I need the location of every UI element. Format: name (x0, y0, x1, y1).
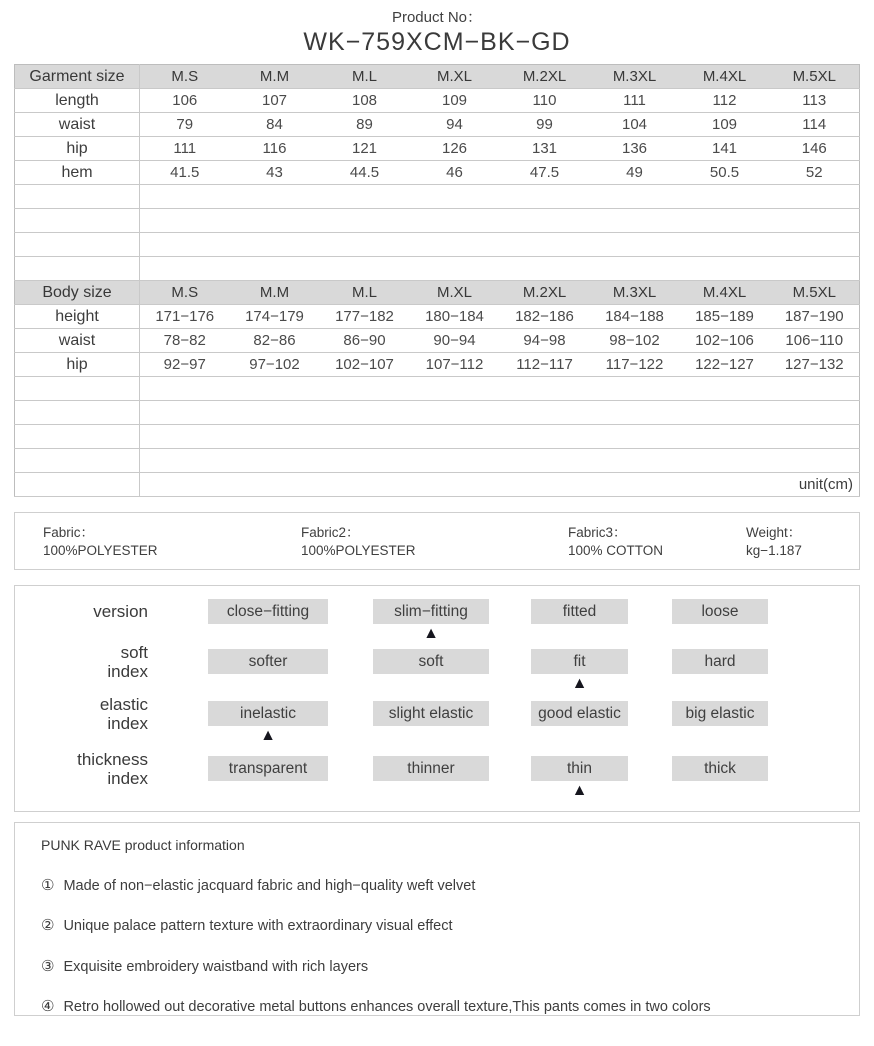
option-button: slight elastic (373, 701, 489, 726)
table-row (15, 353, 860, 377)
fabric-info-panel (14, 512, 860, 570)
size-cell: 98−102 (590, 329, 680, 353)
body-size-title: Body size (15, 281, 140, 305)
size-cell: 89 (320, 113, 410, 137)
size-cell: 84 (230, 113, 320, 137)
size-cell: 127−132 (770, 353, 860, 377)
option-button: soft (373, 649, 489, 674)
size-cell: 126 (410, 137, 500, 161)
item-text: Retro hollowed out decorative metal buttons enhances overall texture,This pants comes in two colors (63, 999, 711, 1015)
item-number: ① (41, 876, 55, 894)
size-column-header: M.XL (410, 281, 500, 305)
size-cell: 184−188 (590, 305, 680, 329)
attribute-label: thickness index (77, 750, 148, 788)
empty-row (15, 257, 860, 281)
empty-cell (140, 401, 860, 425)
size-cell: 102−106 (680, 329, 770, 353)
option-button: loose (672, 599, 768, 624)
size-cell: 50.5 (680, 161, 770, 185)
size-cell: 187−190 (770, 305, 860, 329)
garment-size-title: Garment size (15, 65, 140, 89)
attribute-label: elastic index (99, 695, 148, 733)
size-column-header: M.L (320, 281, 410, 305)
size-cell: 112−117 (500, 353, 590, 377)
size-cell: 97−102 (230, 353, 320, 377)
attribute-label: soft index (107, 643, 148, 681)
table-row (15, 113, 860, 137)
product-info-item (41, 876, 833, 894)
empty-cell (15, 257, 140, 281)
empty-cell (15, 377, 140, 401)
weight-value: kg−1.187 (746, 543, 802, 558)
size-cell: 117−122 (590, 353, 680, 377)
option-button: slim−fitting (373, 599, 489, 624)
option-button: close−fitting (208, 599, 328, 624)
size-cell: 185−189 (680, 305, 770, 329)
product-no-label: Product No： (391, 9, 483, 26)
item-number: ④ (41, 998, 55, 1015)
empty-cell (140, 449, 860, 473)
empty-row (15, 377, 860, 401)
attribute-row-elastic-index (15, 695, 859, 756)
item-number: ② (41, 917, 55, 934)
size-column-header: M.M (230, 65, 320, 89)
row-label: height (15, 305, 140, 329)
option-button: fitted (531, 599, 628, 624)
size-cell: 114 (770, 113, 860, 137)
size-cell: 131 (500, 137, 590, 161)
size-column-header: M.S (140, 65, 230, 89)
item-text: Made of non−elastic jacquard fabric and high−quality weft velvet (63, 877, 476, 894)
table-row (15, 137, 860, 161)
empty-row (15, 233, 860, 257)
row-label: hip (15, 137, 140, 161)
row-label: hem (15, 161, 140, 185)
item-number: ③ (41, 957, 55, 975)
size-table (14, 64, 860, 497)
product-info-panel (14, 822, 860, 1016)
size-cell: 107 (230, 89, 320, 113)
size-cell: 174−179 (230, 305, 320, 329)
option-button: good elastic (531, 701, 628, 726)
option-button: hard (672, 649, 768, 674)
size-cell: 106 (140, 89, 230, 113)
row-label: waist (15, 113, 140, 137)
fabric-item (43, 524, 301, 569)
size-cell: 78−82 (140, 329, 230, 353)
table-row (15, 161, 860, 185)
size-cell: 182−186 (500, 305, 590, 329)
garment-header-row (15, 65, 860, 89)
attribute-label: version (93, 602, 148, 621)
size-cell: 177−182 (320, 305, 410, 329)
weight-label: Weight： (746, 525, 802, 540)
size-column-header: M.2XL (500, 65, 590, 89)
table-row (15, 305, 860, 329)
option-button: inelastic (208, 701, 328, 726)
product-info-item (41, 957, 833, 975)
size-cell: 49 (590, 161, 680, 185)
empty-row (15, 425, 860, 449)
size-cell: 46 (410, 161, 500, 185)
size-cell: 52 (770, 161, 860, 185)
size-column-header: M.3XL (590, 65, 680, 89)
size-cell: 94 (410, 113, 500, 137)
size-cell: 108 (320, 89, 410, 113)
empty-cell (140, 425, 860, 449)
size-cell: 43 (230, 161, 320, 185)
product-no-value: WK−759XCM−BK−GD (303, 28, 571, 56)
empty-cell (15, 449, 140, 473)
fabric-item (568, 524, 746, 569)
empty-cell (15, 401, 140, 425)
fabric-value: 100% COTTON (568, 543, 664, 558)
size-column-header: M.5XL (770, 281, 860, 305)
fabric-label: Fabric3： (568, 525, 627, 540)
size-cell: 111 (590, 89, 680, 113)
fabric-item (301, 524, 568, 569)
option-button: transparent (208, 756, 328, 781)
size-cell: 109 (410, 89, 500, 113)
product-info-title: PUNK RAVE product information (41, 837, 245, 853)
size-column-header: M.2XL (500, 281, 590, 305)
size-cell: 110 (500, 89, 590, 113)
empty-row (15, 209, 860, 233)
empty-cell (15, 209, 140, 233)
table-row (15, 329, 860, 353)
page-header (14, 6, 860, 57)
option-button: softer (208, 649, 328, 674)
size-cell: 86−90 (320, 329, 410, 353)
size-column-header: M.S (140, 281, 230, 305)
fabric-item (746, 524, 802, 569)
size-cell: 111 (140, 137, 230, 161)
size-cell: 171−176 (140, 305, 230, 329)
option-button: big elastic (672, 701, 768, 726)
size-cell: 44.5 (320, 161, 410, 185)
size-cell: 82−86 (230, 329, 320, 353)
fabric-label: Fabric： (43, 525, 95, 540)
size-cell: 92−97 (140, 353, 230, 377)
empty-row (15, 449, 860, 473)
empty-cell (140, 209, 860, 233)
empty-cell (15, 185, 140, 209)
fabric-label: Fabric2： (301, 525, 360, 540)
empty-cell (15, 233, 140, 257)
size-cell: 99 (500, 113, 590, 137)
empty-cell (140, 233, 860, 257)
item-text: Exquisite embroidery waistband with rich layers (63, 958, 369, 975)
empty-row (15, 401, 860, 425)
table-row (15, 89, 860, 113)
size-column-header: M.XL (410, 65, 500, 89)
selected-marker-icon: ▲ (571, 782, 588, 799)
row-label: hip (15, 353, 140, 377)
empty-cell (140, 257, 860, 281)
size-cell: 109 (680, 113, 770, 137)
product-info-item (41, 916, 833, 934)
option-button: thinner (373, 756, 489, 781)
option-button: thin (531, 756, 628, 781)
attribute-row-thickness-index (15, 750, 859, 806)
size-cell: 94−98 (500, 329, 590, 353)
selected-marker-icon: ▲ (260, 727, 276, 744)
size-cell: 90−94 (410, 329, 500, 353)
size-column-header: M.L (320, 65, 410, 89)
fabric-value: 100%POLYESTER (43, 543, 158, 558)
size-column-header: M.M (230, 281, 320, 305)
size-cell: 180−184 (410, 305, 500, 329)
size-cell: 122−127 (680, 353, 770, 377)
size-cell: 136 (590, 137, 680, 161)
size-cell: 121 (320, 137, 410, 161)
size-cell: 47.5 (500, 161, 590, 185)
size-column-header: M.4XL (680, 281, 770, 305)
size-cell: 141 (680, 137, 770, 161)
row-label: length (15, 89, 140, 113)
empty-cell (15, 473, 140, 497)
product-info-item (41, 997, 833, 1015)
size-cell: 106−110 (770, 329, 860, 353)
size-cell: 41.5 (140, 161, 230, 185)
size-cell: 104 (590, 113, 680, 137)
fabric-value: 100%POLYESTER (301, 543, 416, 558)
attributes-panel (14, 585, 860, 812)
body-header-row (15, 281, 860, 305)
size-cell: 107−112 (410, 353, 500, 377)
empty-cell (15, 425, 140, 449)
size-cell: 112 (680, 89, 770, 113)
size-cell: 79 (140, 113, 230, 137)
empty-row (15, 185, 860, 209)
attribute-row-version (15, 599, 859, 649)
size-cell: 113 (770, 89, 860, 113)
size-cell: 102−107 (320, 353, 410, 377)
size-column-header: M.5XL (770, 65, 860, 89)
empty-cell (140, 377, 860, 401)
selected-marker-icon: ▲ (571, 675, 588, 692)
size-cell: 116 (230, 137, 320, 161)
unit-row (15, 473, 860, 497)
option-button: thick (672, 756, 768, 781)
option-button: fit (531, 649, 628, 674)
empty-cell (140, 185, 860, 209)
size-cell: 146 (770, 137, 860, 161)
selected-marker-icon: ▲ (423, 625, 439, 642)
size-column-header: M.4XL (680, 65, 770, 89)
attribute-row-soft-index (15, 643, 859, 701)
unit-label: unit(cm) (140, 473, 860, 497)
row-label: waist (15, 329, 140, 353)
size-column-header: M.3XL (590, 281, 680, 305)
item-text: Unique palace pattern texture with extraordinary visual effect (63, 918, 453, 934)
